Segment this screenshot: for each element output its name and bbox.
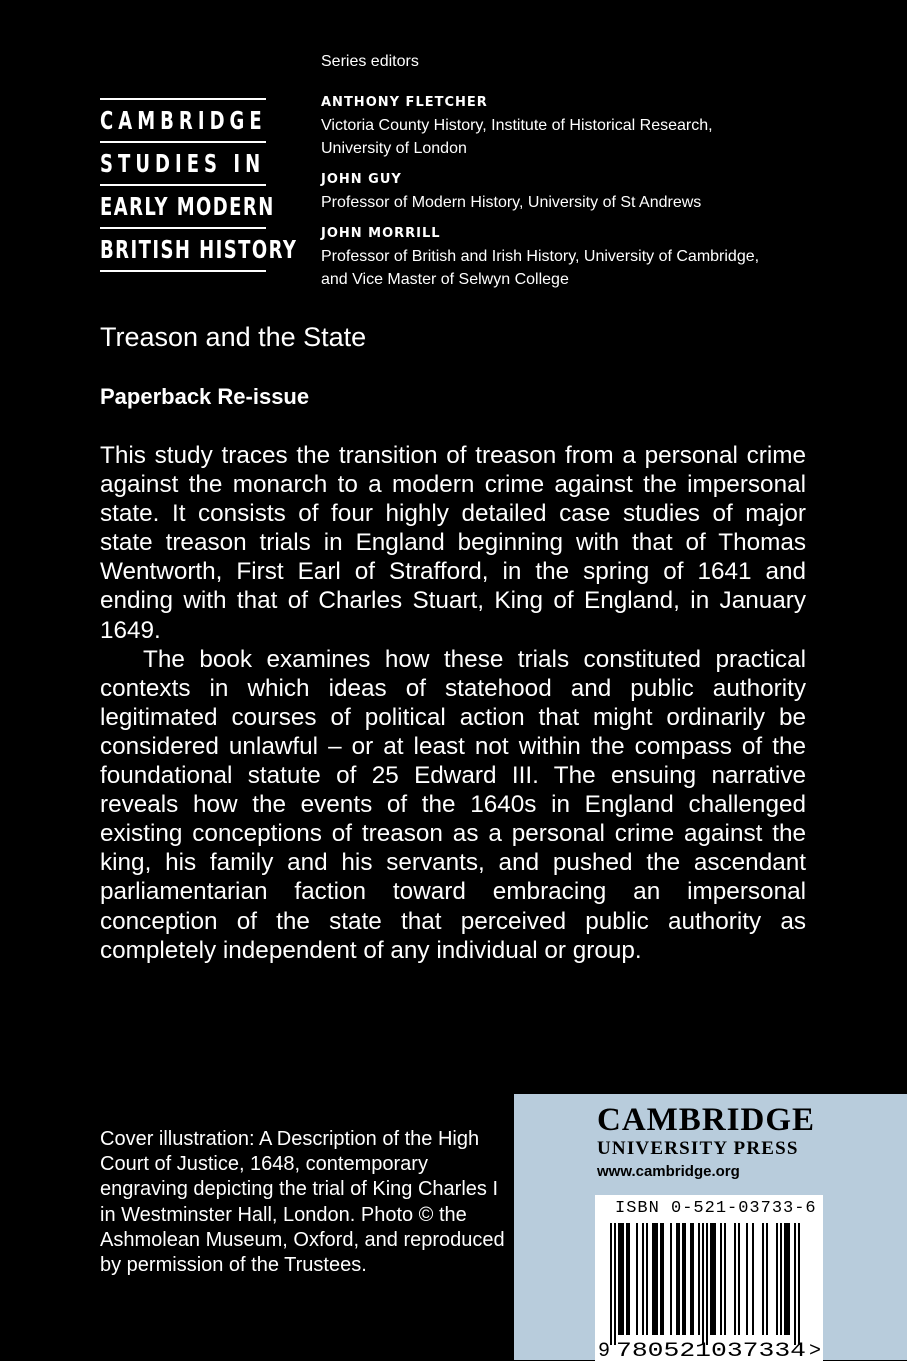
barcode-bar [738,1223,740,1335]
editor-morrill [321,223,841,291]
editor-name: ANTHONY FLETCHER [321,95,488,110]
editor-affiliation: Professor of British and Irish History, University of Cambridge, and Vice Master of Selwyn College [321,248,760,288]
barcode-bar [654,1223,656,1335]
cover-credit: Cover illustration: A Description of the High Court of Justice, 1648, contemporary engraving depicting the trial of King Charles I in Westminster Hall, London. Photo © the Ashmolean Museum, Oxford, and reproduced by permission of the Trustees. [100,1128,505,1277]
editors-heading: Series editors [321,53,419,70]
barcode-bar [642,1223,644,1335]
blurb-paragraph-1: This study traces the transition of treason from a personal crime against the monarch to a modern crime against the impersonal state. It consists of four highly detailed case studies of major state treason trials in England beginning with that of Thomas Wentworth, First Earl of Strafford, in the spring of 1641 and ending with that of Charles Stuart, King of England, in January 1649. [100,442,806,644]
barcode-bar [690,1223,692,1335]
barcode-bar [628,1223,630,1335]
publisher-url: www.cambridge.org [597,1163,740,1180]
barcode-bar [752,1223,754,1335]
barcode-bar [662,1223,664,1335]
barcode-leading-digit: 9 [598,1340,611,1361]
isbn-label: ISBN 0-521-03733-6 [615,1199,817,1218]
publisher-name: CAMBRIDGE [597,1102,816,1138]
series-editors [321,50,841,300]
edition-label: Paperback Re-issue [100,384,310,409]
barcode-bar [710,1223,712,1335]
barcode-bar [692,1223,694,1335]
barcode-trailing-mark: > [809,1340,822,1361]
barcode-bar [698,1223,700,1335]
barcode-bar [670,1223,672,1335]
editor-affiliation: Victoria County History, Institute of Historical Research, University of London [321,117,713,157]
barcode-bar [684,1223,686,1335]
logo-rule-4 [100,227,266,229]
barcode-bar [766,1223,768,1335]
barcode-bar [646,1223,648,1335]
book-title: Treason and the State [100,322,367,352]
blurb [100,441,806,965]
barcode-bar [720,1223,722,1335]
barcode-bar [610,1223,612,1345]
editor-name: JOHN MORRILL [321,226,441,241]
barcode-bar [780,1223,782,1335]
series-logo [100,98,298,272]
logo-line-2: STUDIES IN [100,149,266,178]
editor-fletcher [321,92,841,160]
logo-bottom-rule [100,270,266,272]
barcode-bar [652,1223,654,1335]
editor-name: JOHN GUY [321,172,402,187]
barcode-bar [614,1223,616,1345]
publisher-subname: UNIVERSITY PRESS [597,1138,799,1159]
logo-line-3: EARLY MODERN [100,192,275,221]
blurb-paragraph-2: The book examines how these trials constituted practical contexts in which ideas of statehood and public authority legitimated courses of political action that might ordinarily be considered unlawful – or at least not within the compass of the foundational statute of 25 Edward III. The ensuing narrative reveals how the events of the 1640s in England challenged existing conceptions of treason as a personal crime against the king, his family and his servants, and pushed the ascendant parliamentarian faction toward embracing an impersonal conception of the state that perceived public authority as completely independent of any individual or group. [100,645,806,964]
barcode-bar [746,1223,748,1335]
logo-line-1: CAMBRIDGE [100,106,267,135]
barcode-bar [734,1223,736,1335]
barcode-bar [784,1223,786,1335]
barcode-bars [610,1223,800,1345]
barcode-bar [724,1223,726,1335]
barcode-bar [776,1223,778,1335]
barcode-bar [712,1223,714,1335]
barcode-bar [798,1223,800,1345]
barcode-bar [618,1223,620,1335]
barcode-bar [706,1223,708,1345]
barcode-bar [622,1223,624,1335]
barcode-bar [786,1223,788,1335]
logo-rule-2 [100,141,266,143]
barcode-main-digits: 780521037334 [616,1340,806,1361]
barcode-bar [620,1223,622,1335]
publisher-panel [514,1094,907,1360]
barcode-bar [678,1223,680,1335]
barcode-bar [788,1223,790,1335]
barcode-bar [676,1223,678,1335]
logo-top-rule [100,98,266,100]
barcode-graphic [595,1195,823,1361]
barcode-bar [714,1223,716,1335]
barcode-bar [762,1223,764,1335]
barcode-bar [702,1223,704,1345]
logo-line-4: BRITISH HISTORY [100,235,298,264]
editor-guy [321,169,841,214]
barcode-bar [626,1223,628,1335]
barcode-bar [794,1223,796,1345]
barcode-bar [660,1223,662,1335]
logo-rule-3 [100,184,266,186]
editor-affiliation: Professor of Modern History, University of St Andrews [321,194,702,211]
barcode-bar [656,1223,658,1335]
barcode [595,1195,823,1361]
barcode-bar [682,1223,684,1335]
barcode-bar [636,1223,638,1335]
